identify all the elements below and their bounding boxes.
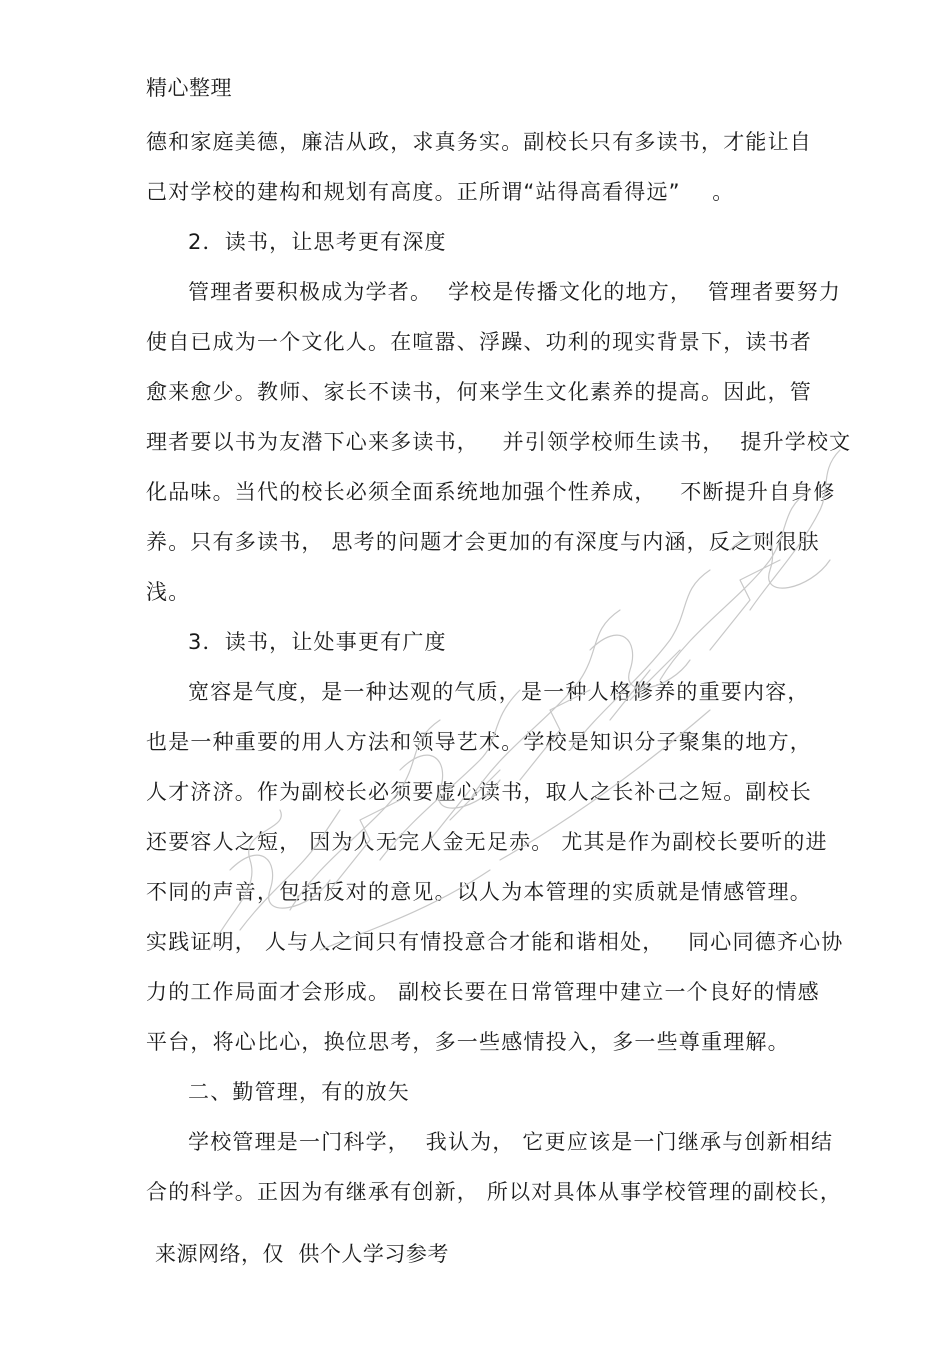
body-line: 管理者要积极成为学者。 学校是传播文化的地方， 管理者要努力: [188, 280, 842, 304]
page-footer: 来源网络，仅 供个人学习参考: [155, 1242, 449, 1266]
body-line: 理者要以书为友潜下心来多读书， 并引领学校师生读书， 提升学校文: [146, 430, 852, 454]
body-line: 化品味。当代的校长必须全面系统地加强个性养成， 不断提升自身修: [146, 480, 836, 504]
body-line: 德和家庭美德，廉洁从政，求真务实。副校长只有多读书，才能让自: [146, 130, 812, 154]
body-line: 也是一种重要的用人方法和领导艺术。学校是知识分子聚集的地方，: [146, 730, 812, 754]
page-header: 精心整理: [146, 76, 232, 100]
body-line: 不同的声音，包括反对的意见。以人为本管理的实质就是情感管理。: [146, 880, 812, 904]
body-line: 力的工作局面才会形成。 副校长要在日常管理中建立一个良好的情感: [146, 980, 820, 1004]
body-line: 平台，将心比心，换位思考，多一些感情投入，多一些尊重理解。: [146, 1030, 790, 1054]
body-line: 合的科学。正因为有继承有创新， 所以对具体从事学校管理的副校长，: [146, 1180, 843, 1204]
body-line: 实践证明， 人与人之间只有情投意合才能和谐相处， 同心同德齐心协: [146, 930, 844, 954]
body-line: 宽容是气度，是一种达观的气质，是一种人格修养的重要内容，: [188, 680, 810, 704]
body-line: 人才济济。作为副校长必须要虚心读书，取人之长补己之短。副校长: [146, 780, 812, 804]
body-line: 使自已成为一个文化人。在喧嚣、浮躁、功利的现实背景下，读书者: [146, 330, 812, 354]
body-line: 己对学校的建构和规划有高度。正所谓“站得高看得远” 。: [146, 180, 735, 204]
body-line: 还要容人之短， 因为人无完人金无足赤。 尤其是作为副校长要听的进: [146, 830, 828, 854]
body-line: 养。只有多读书， 思考的问题才会更加的有深度与内涵，反之则很肤: [146, 530, 820, 554]
section-heading: 2．读书，让思考更有深度: [188, 230, 447, 254]
body-line: 浅。: [146, 580, 191, 604]
section-heading: 二、勤管理，有的放矢: [188, 1080, 410, 1104]
section-heading: 3．读书，让处事更有广度: [188, 630, 447, 654]
body-line: 愈来愈少。教师、家长不读书，何来学生文化素养的提高。因此，管: [146, 380, 812, 404]
body-line: 学校管理是一门科学， 我认为， 它更应该是一门继承与创新相结: [188, 1130, 834, 1154]
